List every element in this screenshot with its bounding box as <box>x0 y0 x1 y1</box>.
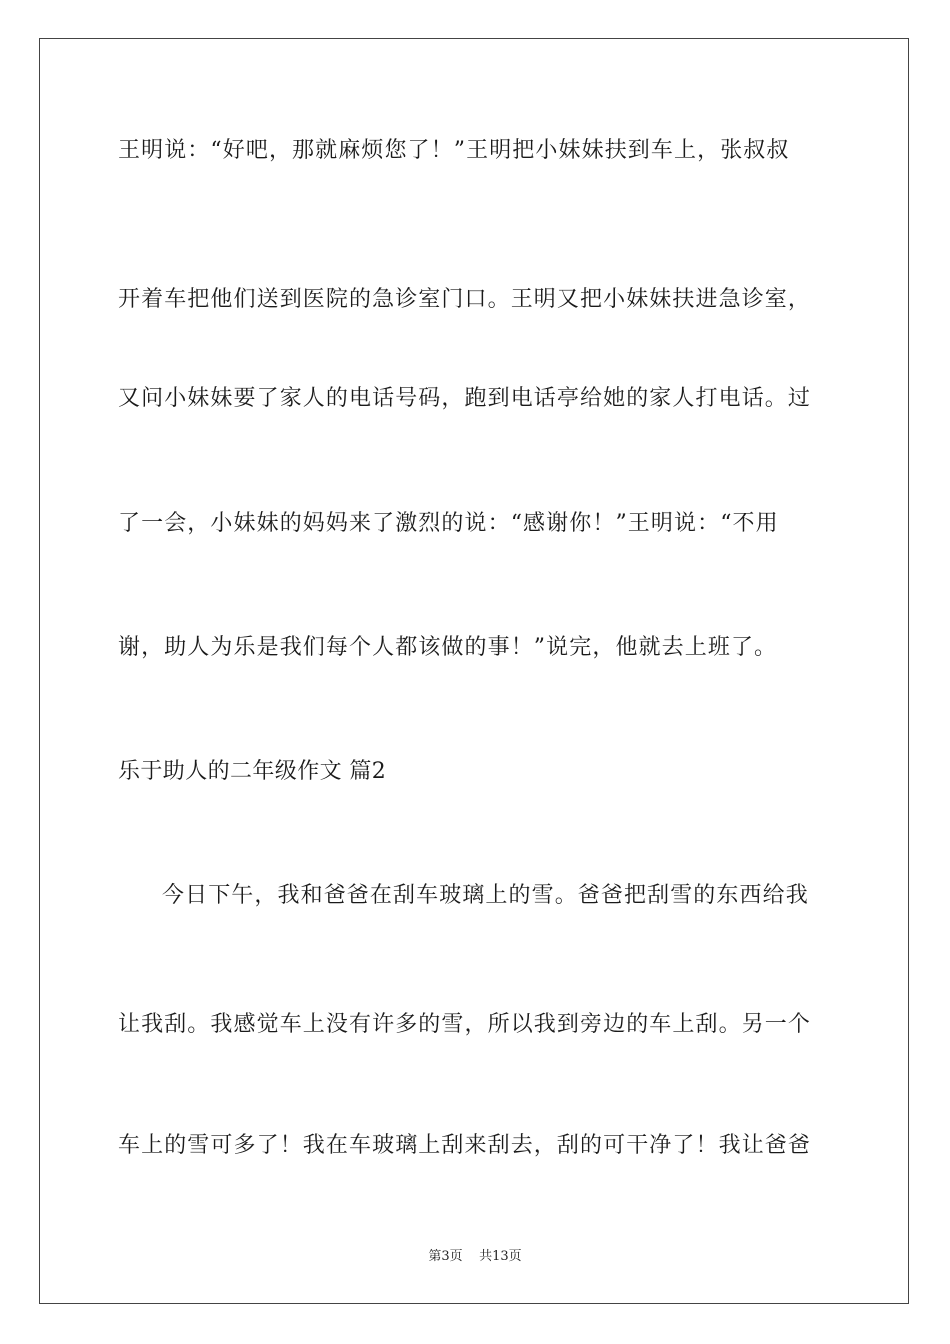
body-line: 今日下午，我和爸爸在刮车玻璃上的雪。爸爸把刮雪的东西给我 <box>162 883 809 908</box>
page-border <box>39 38 909 1304</box>
page-footer <box>0 1248 950 1266</box>
section-heading: 乐于助人的二年级作文 篇2 <box>118 759 387 784</box>
body-line: 了一会，小妹妹的妈妈来了激烈的说：“感谢你！”王明说：“不用 <box>118 511 779 536</box>
body-line: 又问小妹妹要了家人的电话号码，跑到电话亭给她的家人打电话。过 <box>118 386 812 411</box>
page-total: 共13页 <box>479 1249 522 1264</box>
body-line: 车上的雪可多了！我在车玻璃上刮来刮去，刮的可干净了！我让爸爸 <box>118 1133 812 1158</box>
body-line: 谢，助人为乐是我们每个人都该做的事！”说完，他就去上班了。 <box>118 635 778 660</box>
body-line: 王明说：“好吧，那就麻烦您了！”王明把小妹妹扶到车上，张叔叔 <box>118 138 790 163</box>
body-line: 开着车把他们送到医院的急诊室门口。王明又把小妹妹扶进急诊室， <box>118 287 812 312</box>
body-line: 让我刮。我感觉车上没有许多的雪，所以我到旁边的车上刮。另一个 <box>118 1012 812 1037</box>
page-number: 第3页 <box>428 1249 463 1264</box>
